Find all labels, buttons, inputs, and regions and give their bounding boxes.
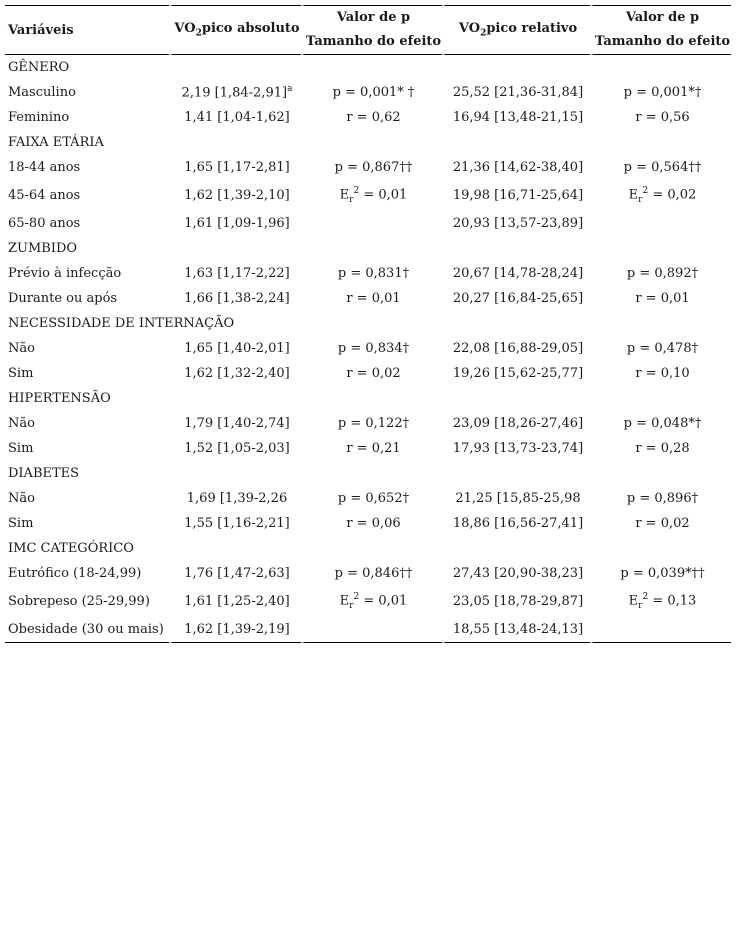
section-row (5, 311, 731, 336)
variable-label: Não (8, 341, 35, 356)
section-row (5, 55, 731, 80)
vo2-absolute-cell: 1,52 [1,05-2,03] (169, 436, 301, 461)
variable-label: Não (8, 491, 35, 506)
p-value-effect-cell (301, 617, 442, 643)
vo2-relative-cell: 20,93 [13,57-23,89] (442, 211, 590, 236)
table-row (5, 361, 731, 386)
variable-label: Feminino (8, 110, 70, 125)
section-label: NECESSIDADE DE INTERNAÇÃO (8, 316, 235, 331)
vo2-absolute-cell: 2,19 $[1,84-2,91]^a$ (169, 80, 301, 105)
p-value-effect-cell: $E_r^2 = 0,01$ (301, 586, 442, 617)
p-value-effect-cell: p = 0,122† (301, 411, 442, 436)
variable-label: 18-44 anos (8, 160, 81, 175)
header-vo2-relative: $VO_2pico$ relativo (442, 5, 590, 55)
p-value-effect-cell: p = 0,867†† (301, 155, 442, 180)
table-row (5, 486, 731, 511)
p-value-effect-cell: r = 0,02 (301, 361, 442, 386)
p-value-effect-cell: p = 0,846†† (301, 561, 442, 586)
section-row (5, 461, 731, 486)
p-value-effect-cell: r = 0,28 (590, 436, 731, 461)
table-row (5, 261, 731, 286)
table-row (5, 286, 731, 311)
table-row (5, 80, 731, 105)
table-row (5, 105, 731, 130)
p-value-effect-cell: p = 0,652† (301, 486, 442, 511)
p-value-effect-cell: p = 0,001* † (301, 80, 442, 105)
vo2-absolute-cell: 1,79 [1,40-2,74] (169, 411, 301, 436)
vo2-absolute-cell: 1,76 [1,47-2,63] (169, 561, 301, 586)
vo2-relative-cell: 18,86 [16,56-27,41] (442, 511, 590, 536)
vo2-relative-cell: 25,52 [21,36-31,84] (442, 80, 590, 105)
vo2-relative-cell: 21,36 [14,62-38,40] (442, 155, 590, 180)
p-value-effect-cell (590, 211, 731, 236)
variable-label: Obesidade (30 ou mais) (5, 617, 169, 643)
variable-label: Durante ou após (8, 291, 118, 306)
vo2-relative-cell: 20,27 [16,84-25,65] (442, 286, 590, 311)
section-label: IMC CATEGÓRICO (8, 541, 134, 556)
table-row (5, 436, 731, 461)
p-value-effect-cell (301, 211, 442, 236)
table-row (5, 180, 731, 211)
table-row (5, 511, 731, 536)
variable-label: Sim (8, 516, 34, 531)
p-value-effect-cell: r = 0,21 (301, 436, 442, 461)
p-value-effect-cell: p = 0,564†† (590, 155, 731, 180)
p-value-effect-cell: r = 0,02 (590, 511, 731, 536)
vo2-relative-cell: 20,67 [14,78-28,24] (442, 261, 590, 286)
p-value-effect-cell: $E_r^2 = 0,13$ (590, 586, 731, 617)
variable-label: Sim (8, 366, 34, 381)
section-row (5, 236, 731, 261)
vo2-absolute-cell: 1,65 [1,17-2,81] (169, 155, 301, 180)
header-vo2-absolute: $VO_2pico$ absoluto (169, 5, 301, 55)
vo2-absolute-cell: 1,61 [1,09-1,96] (169, 211, 301, 236)
p-value-effect-cell: r = 0,01 (301, 286, 442, 311)
p-value-effect-cell: p = 0,831† (301, 261, 442, 286)
table-row (5, 561, 731, 586)
variable-label: Não (8, 416, 35, 431)
p-value-effect-cell: r = 0,56 (590, 105, 731, 130)
p-value-effect-cell: $E_r^2 = 0,01$ (301, 180, 442, 211)
table-row (5, 586, 731, 617)
vo2-relative-cell: 27,43 [20,90-38,23] (442, 561, 590, 586)
p-value-effect-cell: r = 0,10 (590, 361, 731, 386)
section-label: HIPERTENSÃO (8, 391, 111, 406)
p-value-effect-cell (590, 617, 731, 643)
variable-label: Eutrófico (18-24,99) (8, 566, 142, 581)
section-row (5, 386, 731, 411)
section-label: GÊNERO (8, 60, 70, 75)
variable-label: Masculino (8, 85, 76, 100)
vo2-absolute-cell: 1,61 [1,25-2,40] (169, 586, 301, 617)
vo2-relative-cell: 23,09 [18,26-27,46] (442, 411, 590, 436)
table-row (5, 411, 731, 436)
p-value-effect-cell: p = 0,892† (590, 261, 731, 286)
header-p-value-effect-1: Valor de p Tamanho do efeito (301, 5, 442, 55)
vo2-absolute-cell: 1,55 [1,16-2,21] (169, 511, 301, 536)
results-table (5, 5, 731, 643)
vo2-absolute-cell: 1,66 [1,38-2,24] (169, 286, 301, 311)
variable-label: Prévio à infecção (8, 266, 122, 281)
p-value-effect-cell: r = 0,62 (301, 105, 442, 130)
p-value-effect-cell: p = 0,478† (590, 336, 731, 361)
variable-label: Sim (8, 441, 34, 456)
section-row (5, 536, 731, 561)
section-row (5, 130, 731, 155)
vo2-absolute-cell: 1,63 [1,17-2,22] (169, 261, 301, 286)
variable-label: 45-64 anos (8, 188, 81, 203)
vo2-absolute-cell: 1,62 [1,39-2,10] (169, 180, 301, 211)
vo2-relative-cell: 19,26 [15,62-25,77] (442, 361, 590, 386)
vo2-absolute-cell: 1,41 [1,04-1,62] (169, 105, 301, 130)
vo2-relative-cell: 19,98 [16,71-25,64] (442, 180, 590, 211)
vo2-relative-cell: 17,93 [13,73-23,74] (442, 436, 590, 461)
vo2-absolute-cell: 1,69 [1,39-2,26 (169, 486, 301, 511)
p-value-effect-cell: p = 0,001*† (590, 80, 731, 105)
table-row (5, 211, 731, 236)
vo2-relative-cell: 22,08 [16,88-29,05] (442, 336, 590, 361)
vo2-relative-cell: 16,94 [13,48-21,15] (442, 105, 590, 130)
section-label: ZUMBIDO (8, 241, 78, 256)
vo2-absolute-cell: 1,62 [1,39-2,19] (169, 617, 301, 643)
p-value-effect-cell: $E_r^2 = 0,02$ (590, 180, 731, 211)
table-body (5, 55, 731, 643)
p-value-effect-cell: p = 0,048*† (590, 411, 731, 436)
table-row (5, 617, 731, 643)
variable-label: Sobrepeso (25-29,99) (8, 594, 150, 609)
vo2-relative-cell: 23,05 [18,78-29,87] (442, 586, 590, 617)
vo2-absolute-cell: 1,65 [1,40-2,01] (169, 336, 301, 361)
vo2-absolute-cell: 1,62 [1,32-2,40] (169, 361, 301, 386)
p-value-effect-cell: p = 0,039*†† (590, 561, 731, 586)
header-variables: Variáveis (5, 5, 169, 55)
table-row (5, 155, 731, 180)
header-row (5, 5, 731, 55)
p-value-effect-cell: r = 0,01 (590, 286, 731, 311)
p-value-effect-cell: p = 0,834† (301, 336, 442, 361)
p-value-effect-cell: p = 0,896† (590, 486, 731, 511)
section-label: FAIXA ETÁRIA (8, 135, 104, 150)
p-value-effect-cell: r = 0,06 (301, 511, 442, 536)
table-row (5, 336, 731, 361)
section-label: DIABETES (8, 466, 80, 481)
vo2-relative-cell: 18,55 [13,48-24,13] (442, 617, 590, 643)
variable-label: 65-80 anos (8, 216, 81, 231)
header-p-value-effect-2: Valor de p Tamanho do efeito (590, 5, 731, 55)
vo2-relative-cell: 21,25 [15,85-25,98 (442, 486, 590, 511)
